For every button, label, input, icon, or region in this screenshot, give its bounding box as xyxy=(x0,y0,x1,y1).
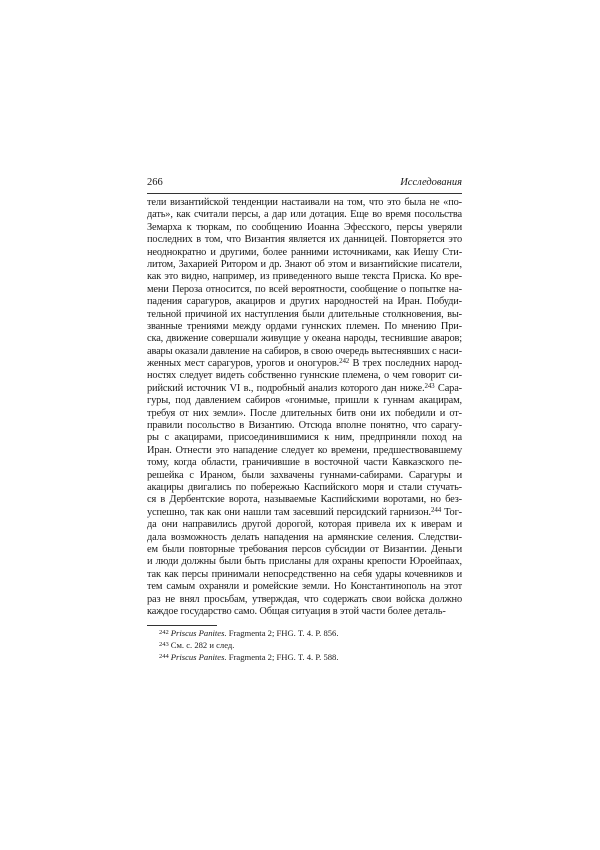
text-line xyxy=(147,370,462,382)
text-line xyxy=(147,594,462,606)
line-text: раз не внял просьбам, утверждая, что содержать свои войска должно xyxy=(147,593,462,605)
line-text: решейка с Ираном, были захвачены гуннами-сабирами. Сарагуры и xyxy=(147,469,462,481)
section-title: Исследования xyxy=(400,177,462,188)
text-line xyxy=(147,457,462,469)
text-line xyxy=(147,556,462,568)
footnote-ref[interactable]: 244 xyxy=(431,505,442,514)
line-text: как это видно, например, из приведенного выше текста Приска. Ко вре- xyxy=(147,271,462,283)
text-line xyxy=(147,296,462,308)
line-text: правили посольство в Византию. Отсюда вполне понятно, что сарагу- xyxy=(147,420,462,432)
text-line xyxy=(147,544,462,556)
footnote-text: Fragmenta 2; FHG. T. 4. P. 856. xyxy=(226,628,339,638)
line-text: тем самым охраняли и ромейские земли. Но Константинополь на этот xyxy=(147,581,462,593)
text-line xyxy=(147,247,462,259)
text-line xyxy=(147,470,462,482)
line-text: каждое государство само. Общая ситуация в этой части более деталь- xyxy=(147,605,446,617)
text-line xyxy=(147,445,462,457)
line-text: дала возможность делать нападения на армянские селения. Следстви- xyxy=(147,531,462,543)
text-line xyxy=(147,432,462,444)
line-text: тому, когда области, граничившие в восточной части Кавказского пе- xyxy=(147,457,462,469)
running-head xyxy=(147,175,462,191)
line-text: авары оказали давление на сабиров, в свою очередь вытеснявших с наси- xyxy=(147,345,462,357)
line-text: мени Пероза относится, по всей вероятности, сообщение о попытке на- xyxy=(147,283,462,295)
text-line xyxy=(147,197,462,209)
body-text xyxy=(147,197,462,618)
text-line xyxy=(147,358,462,370)
footnote xyxy=(147,628,462,640)
footnote-ref[interactable]: 242 xyxy=(339,357,350,366)
line-text: так как персы принимали непосредственно на себя удары кочевников и xyxy=(147,568,462,580)
line-text: падения сарагуров, акациров и других народностей на Иран. Побуди- xyxy=(147,296,462,308)
text-line xyxy=(147,395,462,407)
text-line xyxy=(147,569,462,581)
footnote xyxy=(147,652,462,664)
line-text-continued: В трех последних народ- xyxy=(349,358,463,370)
text-line xyxy=(147,383,462,395)
text-line xyxy=(147,519,462,531)
text-line xyxy=(147,606,462,618)
line-text: неоднократно и другими, более ранними источниками, как Иешу Сти- xyxy=(147,246,462,258)
text-line xyxy=(147,507,462,519)
footnote-author: Priscus Panites. xyxy=(170,628,227,638)
line-text: званные трениями между ордами гуннских племен. По мнению При- xyxy=(147,320,462,332)
footnote-author: Priscus Panites. xyxy=(170,652,227,662)
text-line xyxy=(147,420,462,432)
footnote-number: 243 xyxy=(159,641,169,648)
line-text: дать», как считали персы, а дар или дотация. Еще во время посольства xyxy=(147,209,462,221)
line-text: тели византийской тенденции настаивали на том, что это была не «по- xyxy=(147,197,462,208)
line-text: требуя от них земли». После длительных битв они их победили и от- xyxy=(147,407,462,419)
line-text: гуры, под давлением сабиров «гонимые, пришли к гуннам акацирам, xyxy=(147,395,462,407)
text-line xyxy=(147,222,462,234)
line-text: женных мест сарагуров, урогов и оногуров. xyxy=(147,358,340,370)
line-text: литом, Захарией Ритором и др. Знают об этом и византийские писатели, xyxy=(147,258,462,270)
text-line xyxy=(147,259,462,271)
footnote-ref[interactable]: 243 xyxy=(424,381,435,390)
footnotes xyxy=(147,628,462,664)
page-number: 266 xyxy=(147,177,163,188)
text-line xyxy=(147,333,462,345)
line-text: Иран. Отнести это нападение следует ко времени, предшествовавшему xyxy=(147,444,462,456)
line-text: рийский источник VI в., подробный анализ которого дан ниже. xyxy=(147,382,425,394)
line-text: ска, движение совершали живущие у океана народы, теснившие аваров; xyxy=(147,333,462,345)
footnote xyxy=(147,640,462,652)
line-text: и люди должны были быть присланы для охраны крепости Юроейпаах, xyxy=(147,556,462,568)
line-text: последних в том, что Византия является их данницей. Повторяется это xyxy=(147,234,462,246)
line-text: ся в Дербентские ворота, называемые Каспийскими воротами, но без- xyxy=(147,494,462,506)
text-line xyxy=(147,271,462,283)
text-line xyxy=(147,209,462,221)
text-line xyxy=(147,346,462,358)
text-line xyxy=(147,581,462,593)
footnote-rule xyxy=(147,625,217,626)
header-rule xyxy=(147,193,462,194)
line-text: ностях следует видеть собственно гуннские племена, о чем говорит си- xyxy=(147,370,462,382)
footnote-text: См. с. 282 и след. xyxy=(170,640,235,650)
line-text: успешно, так как они нашли там засевший персидский гарнизон. xyxy=(147,506,432,518)
footnote-text: Fragmenta 2; FHG. T. 4. P. 588. xyxy=(226,652,339,662)
text-line xyxy=(147,532,462,544)
text-line xyxy=(147,482,462,494)
line-text: ем были повторные требования персов субсидии от Византии. Деньги xyxy=(147,543,462,555)
text-line xyxy=(147,321,462,333)
line-text: ры с акацирами, присоединившимися к ним, предприняли поход на xyxy=(147,432,462,444)
line-text-continued: Сара- xyxy=(434,382,462,394)
text-line xyxy=(147,284,462,296)
line-text-continued: Тог- xyxy=(441,506,462,518)
footnote-number: 244 xyxy=(159,653,169,660)
line-text: тельной причиной их наступления были длительные столкновения, вы- xyxy=(147,308,462,320)
line-text: Земарха к тюркам, по сообщению Иоанна Эфесского, персы уверяли xyxy=(147,221,462,233)
text-line xyxy=(147,234,462,246)
text-line xyxy=(147,408,462,420)
line-text: акациры двигались по побережью Каспийского моря и стали стучать- xyxy=(147,481,462,493)
text-line xyxy=(147,494,462,506)
line-text: да они направились другой дорогой, которая привела их к иверам и xyxy=(147,519,462,531)
text-line xyxy=(147,309,462,321)
footnote-number: 242 xyxy=(159,629,169,636)
